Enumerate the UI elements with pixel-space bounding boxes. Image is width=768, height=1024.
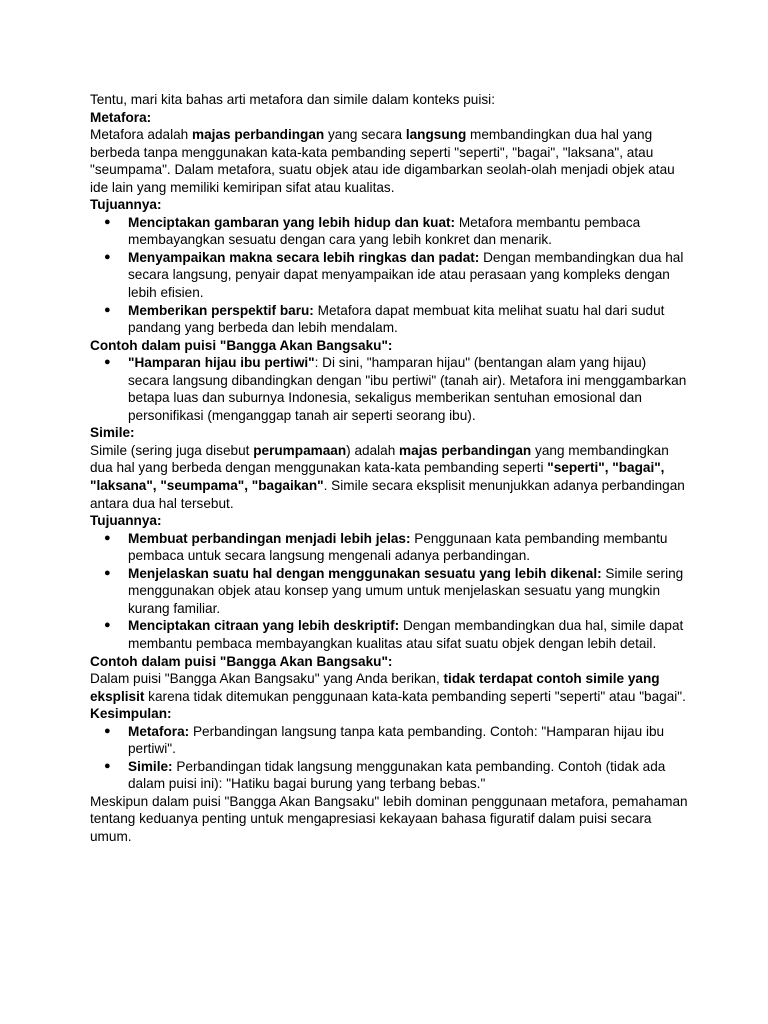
list-item: ● Menjelaskan suatu hal dengan menggunakan sesuatu yang lebih dikenal: Simile sering menggunakan objek atau konsep yang umum untuk menjelaskan sesuatu yang mungkin kurang familiar. [104,565,684,616]
metafora-contoh-list [90,354,690,424]
list-item: ● Menyampaikan makna secara lebih ringkas dan padat: Dengan membandingkan dua hal secara langsung, penyair dapat menyampaikan ide atau perasaan yang kompleks dengan lebih efisien. [104,249,684,301]
metafora-heading: Metafora: [90,109,152,125]
bullet-icon: ● [104,531,111,544]
bullet-icon: ● [104,759,111,772]
bullet-icon: ● [104,303,111,316]
bullet-icon: ● [104,566,111,579]
list-item: ● "Hamparan hijau ibu pertiwi": Di sini, "hamparan hijau" (bentangan alam yang hijau) secara langsung dibandingkan dengan "ibu pertiwi" (tanah air). Metafora ini menggambarkan betapa luas dan suburnya Indonesia, sekaligus memberikan sentuhan emosional dan personifikasi (menganggap tanah air seperti seorang ibu). [104,355,687,423]
kesimpulan-list [90,723,690,793]
metafora-tujuan-heading: Tujuannya: [90,197,162,213]
simile-definition: Simile (sering juga disebut perumpamaan) adalah majas perbandingan yang membandingkan dua hal yang berbeda dengan menggunakan kata-kata pembanding seperti "seperti", "bagai", "laksana", "seumpama", "bagaikan". Simile secara eksplisit menunjukkan adanya perbandingan antara dua hal tersebut. [90,442,685,511]
metafora-definition: Metafora adalah majas perbandingan yang secara langsung membandingkan dua hal yang berbeda tanpa menggunakan kata-kata pembanding seperti "seperti", "bagai", "laksana", atau "seumpama". Dalam metafora, suatu objek atau ide digambarkan seolah-olah menjadi objek atau ide lain yang memiliki kemiripan sifat atau kualitas. [90,127,675,195]
list-item: ● Menciptakan gambaran yang lebih hidup dan kuat: Metafora membantu pembaca membayangkan sesuatu dengan cara yang lebih konkret dan menarik. [104,214,641,248]
list-item: ● Menciptakan citraan yang lebih deskriptif: Dengan membandingkan dua hal, simile dapat membantu pembaca membayangkan kualitas atau sifat suatu objek dengan lebih detail. [104,618,684,651]
simile-contoh-paragraph: Dalam puisi "Bangga Akan Bangsaku" yang Anda berikan, tidak terdapat contoh simile yang eksplisit karena tidak ditemukan penggunaan kata-kata pembanding seperti "seperti" atau "bagai". [90,671,686,704]
bullet-icon: ● [104,215,111,228]
metafora-tujuan-list [90,214,690,337]
bullet-icon: ● [104,619,111,632]
simile-heading: Simile: [90,425,135,441]
list-item: ● Membuat perbandingan menjadi lebih jelas: Penggunaan kata pembanding membantu pembaca untuk secara langsung mengenali adanya perbandingan. [104,530,668,564]
simile-tujuan-list [90,530,690,653]
document-body [90,91,690,846]
closing-paragraph: Meskipun dalam puisi "Bangga Akan Bangsaku" lebih dominan penggunaan metafora, pemahaman tentang keduanya penting untuk mengapresiasi kekayaan bahasa figuratif dalam puisi secara umum. [90,793,688,844]
intro-paragraph: Tentu, mari kita bahas arti metafora dan simile dalam konteks puisi: [90,92,495,107]
bullet-icon: ● [104,250,111,263]
simile-contoh-heading: Contoh dalam puisi "Bangga Akan Bangsaku": [90,653,393,669]
simile-tujuan-heading: Tujuannya: [90,513,162,529]
bullet-icon: ● [104,724,111,737]
kesimpulan-heading: Kesimpulan: [90,706,172,722]
list-item: ● Simile: Perbandingan tidak langsung menggunakan kata pembanding. Contoh (tidak ada dalam puisi ini): "Hatiku bagai burung yang terbang bebas." [104,758,666,792]
metafora-contoh-heading: Contoh dalam puisi "Bangga Akan Bangsaku": [90,337,393,353]
list-item: ● Metafora: Perbandingan langsung tanpa kata pembanding. Contoh: "Hamparan hijau ibu pertiwi". [104,723,665,757]
bullet-icon: ● [104,356,111,369]
list-item: ● Memberikan perspektif baru: Metafora dapat membuat kita melihat suatu hal dari sudut pandang yang berbeda dan lebih mendalam. [104,302,665,336]
